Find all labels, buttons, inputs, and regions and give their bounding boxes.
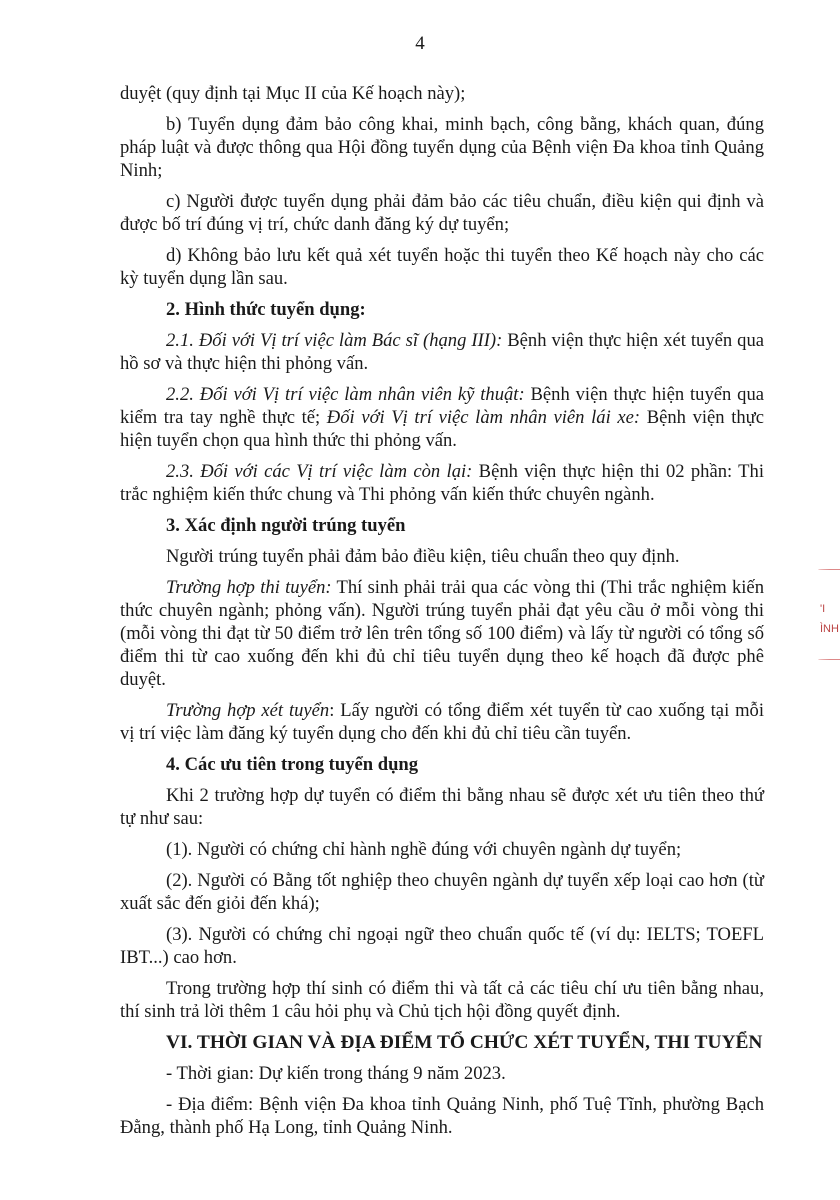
item-b: b) Tuyển dụng đảm bảo công khai, minh bạch, công bằng, khách quan, đúng pháp luật và được thông qua Hội đồng tuyển dụng của Bệnh viện Đa khoa tỉnh Quảng Ninh; [120,114,764,181]
clause-2-2-label: 2.2. Đối với Vị trí việc làm nhân viên kỹ thuật: [166,384,525,405]
stamp-arc-top [818,569,840,570]
paragraph-exam-case [120,576,764,691]
paragraph-winner-conditions: Người trúng tuyển phải đảm bảo điều kiện, tiêu chuẩn theo quy định. [166,546,680,567]
exam-case-text: Thí sinh phải trải qua các vòng thi (Thi trắc nghiệm kiến thức chuyên ngành; phỏng vấn). Người trúng tuyển phải đạt yêu cầu ở mỗi vòng thi (mỗi vòng thi đạt từ 50 điểm trở lên trên tổng số 100 điểm) và lấy từ người có tổng số điểm thi từ cao xuống đến khi đủ chỉ tiêu tuyển dụng theo kế hoạch đã được phê duyệt. [120,577,764,690]
review-case-label: Trường hợp xét tuyển [166,700,330,721]
review-case-text: : Lấy người có tổng điểm xét tuyển từ cao xuống tại mỗi vị trí việc làm đăng ký tuyển dụng cho đến khi đủ chỉ tiêu cần tuyển. [120,700,765,744]
clause-2-3-label: 2.3. Đối với các Vị trí việc làm còn lại: [166,461,473,482]
heading-recruitment-form: 2. Hình thức tuyển dụng: [166,299,366,320]
clause-2-1-label: 2.1. Đối với Vị trí việc làm Bác sĩ (hạng III): [166,330,503,351]
stamp-text-2: ÌNH [820,623,839,635]
clause-2-3-text: Bệnh viện thực hiện thi 02 phần: Thi trắc nghiệm kiến thức chung và Thi phỏng vấn kiến thức chuyên ngành. [120,461,764,505]
stamp-text-1: 'I [820,603,826,615]
priority-2: (2). Người có Bằng tốt nghiệp theo chuyên ngành dự tuyển xếp loại cao hơn (từ xuất sắc đến giỏi đến khá); [120,870,764,914]
place-line: - Địa điểm: Bệnh viện Đa khoa tỉnh Quảng Ninh, phố Tuệ Tĩnh, phường Bạch Đằng, thành phố Hạ Long, tỉnh Quảng Ninh. [120,1094,764,1138]
stamp-arc-bottom [818,659,840,660]
paragraph-continuation: duyệt (quy định tại Mục II của Kế hoạch này); [120,83,466,104]
paragraph-priority-intro: Khi 2 trường hợp dự tuyển có điểm thi bằng nhau sẽ được xét ưu tiên theo thứ tự như sau: [120,785,764,829]
document-body [120,82,764,1147]
time-line: - Thời gian: Dự kiến trong tháng 9 năm 2023. [166,1063,506,1084]
clause-2-1 [120,329,764,375]
clause-2-2 [120,383,764,452]
item-c: c) Người được tuyển dụng phải đảm bảo các tiêu chuẩn, điều kiện qui định và được bố trí đúng vị trí, chức danh đăng ký dự tuyển; [120,191,764,235]
stamp-fragment [808,555,840,685]
clause-2-2-text-driver: Bệnh viện thực hiện tuyển chọn qua hình thức thi phỏng vấn. [120,407,764,451]
paragraph-tie-break: Trong trường hợp thí sinh có điểm thi và tất cả các tiêu chí ưu tiên bằng nhau, thí sinh trả lời thêm 1 câu hỏi phụ và Chủ tịch hội đồng quyết định. [120,978,764,1022]
clause-2-3 [120,460,764,506]
page-number: 4 [415,33,425,54]
heading-priority: 4. Các ưu tiên trong tuyển dụng [166,754,419,775]
clause-2-1-text: Bệnh viện thực hiện xét tuyển qua hồ sơ và thực hiện thi phỏng vấn. [120,330,764,374]
priority-3: (3). Người có chứng chỉ ngoại ngữ theo chuẩn quốc tế (ví dụ: IELTS; TOEFL IBT...) cao hơn. [120,924,764,968]
item-d: d) Không bảo lưu kết quả xét tuyển hoặc thi tuyển theo Kế hoạch này cho các kỳ tuyển dụng lần sau. [120,245,764,289]
heading-winner: 3. Xác định người trúng tuyển [166,515,406,536]
paragraph-review-case [120,699,764,745]
heading-time-place: VI. THỜI GIAN VÀ ĐỊA ĐIỂM TỔ CHỨC XÉT TUYỂN, THI TUYỂN [166,1032,763,1053]
clause-2-2-label-driver: Đối với Vị trí việc làm nhân viên lái xe: [326,407,641,428]
priority-1: (1). Người có chứng chỉ hành nghề đúng với chuyên ngành dự tuyển; [166,839,682,860]
exam-case-label: Trường hợp thi tuyển: [166,577,332,598]
clause-2-2-text: Bệnh viện thực hiện tuyển qua kiểm tra tay nghề thực tế; [120,384,764,428]
